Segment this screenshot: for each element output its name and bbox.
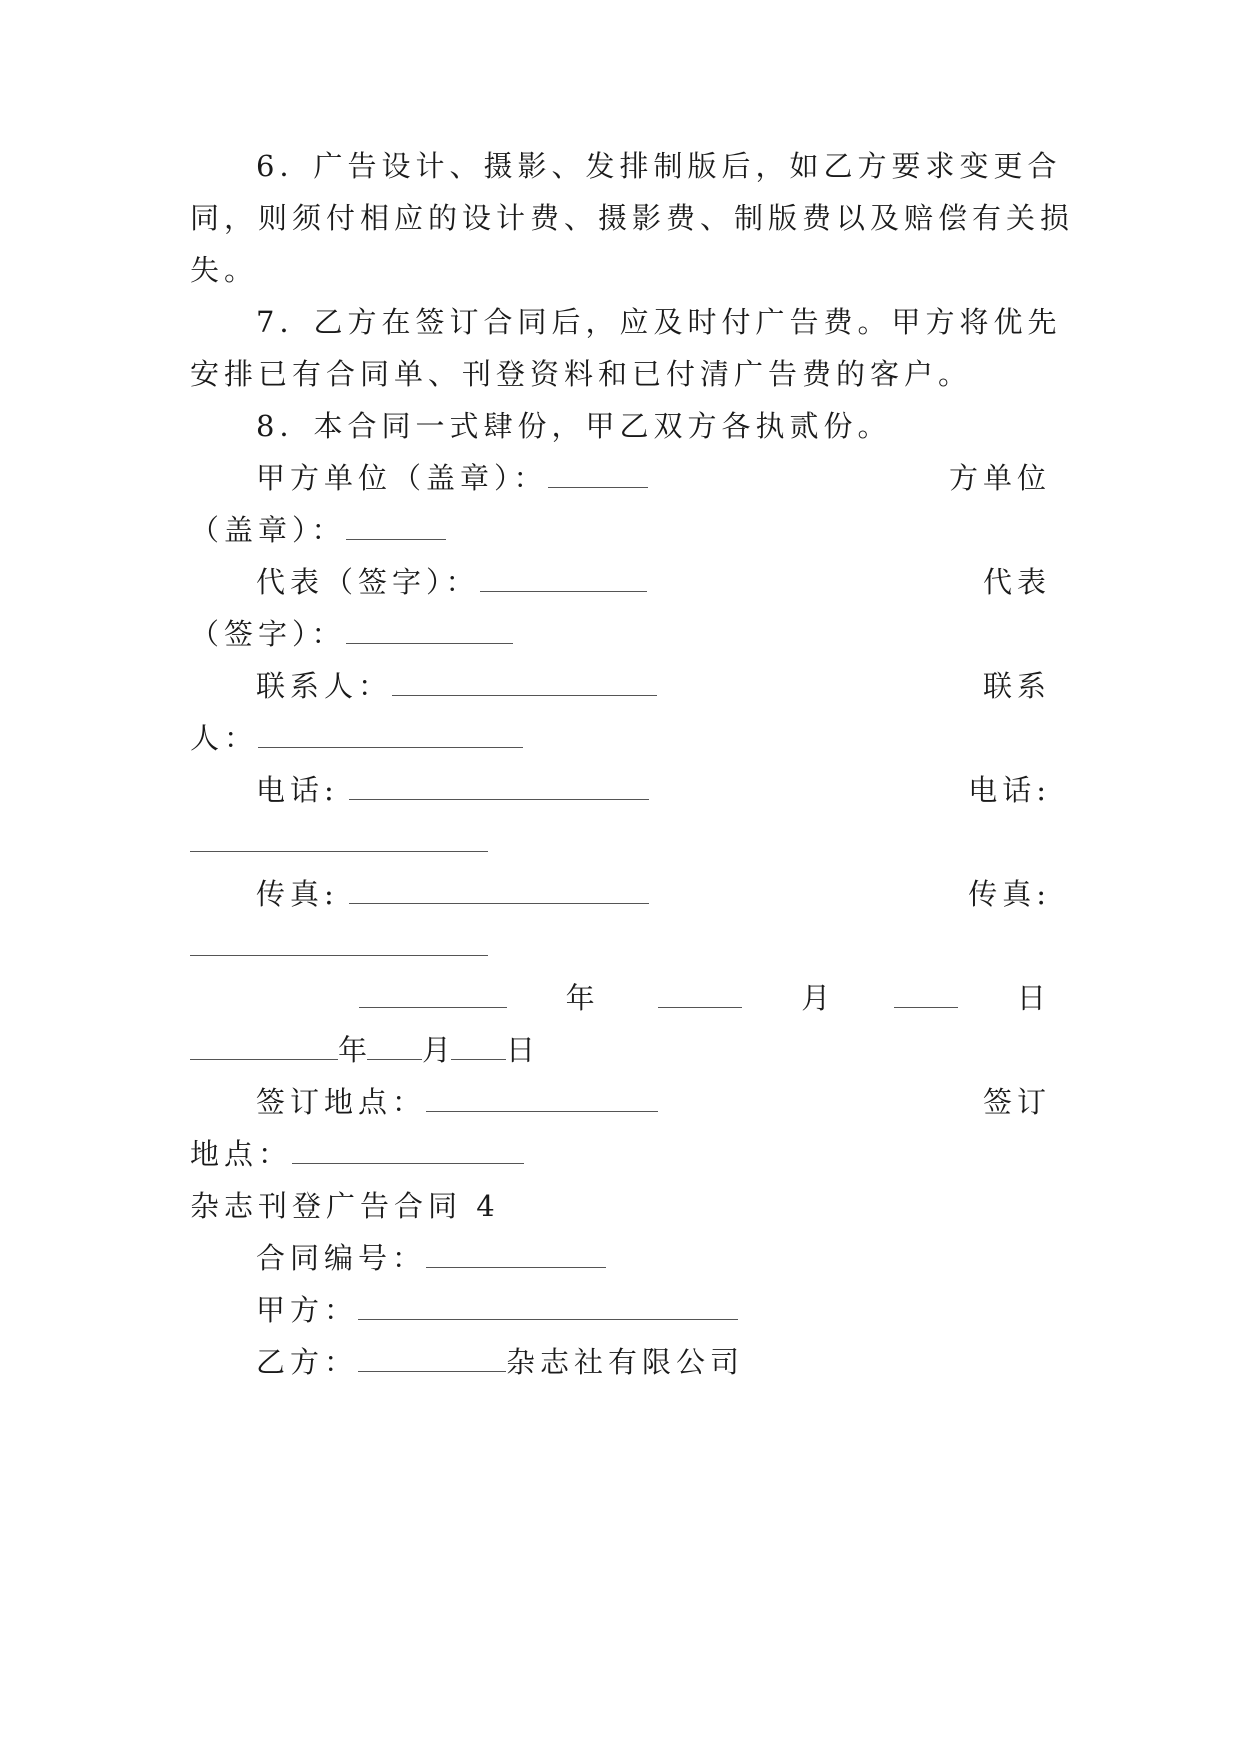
- clause-6-line-1: 6．广告设计、摄影、发排制版后，如乙方要求变更合: [256, 149, 1062, 183]
- year-b-label: 年: [338, 1033, 368, 1067]
- sign-wrap-blank: [346, 617, 513, 644]
- place-label: 签订地点：: [256, 1085, 427, 1119]
- phone-wrap-row: [190, 822, 488, 862]
- sign-wrap-label: （签字）：: [190, 617, 346, 651]
- seal-row: [190, 510, 446, 550]
- seal-blank: [346, 513, 446, 540]
- phone-label: 电话:: [256, 773, 339, 807]
- fax-wrap-blank: [190, 929, 488, 956]
- party-a-blank: [358, 1293, 738, 1320]
- day-b-blank: [451, 1033, 506, 1060]
- party-b-label: 乙方：: [256, 1345, 359, 1379]
- party-b-row: [256, 1342, 744, 1382]
- phone-row: [256, 770, 649, 810]
- contract-no-label: 合同编号：: [256, 1241, 427, 1275]
- fax-b-label: 传真:: [968, 877, 1051, 911]
- month-blank: [658, 981, 742, 1008]
- fax-wrap-row: [190, 926, 488, 966]
- party-a-unit-blank: [548, 461, 648, 488]
- contract-no-blank: [426, 1241, 606, 1268]
- contract-no-row: [256, 1238, 606, 1278]
- party-b-blank: [358, 1345, 506, 1372]
- fax-blank: [349, 877, 649, 904]
- clause-6-line-2: 同，则须付相应的设计费、摄影费、制版费以及赔偿有关损: [190, 201, 1075, 235]
- rep-b-label: 代表: [982, 565, 1051, 599]
- seal-label: （盖章）：: [190, 513, 346, 547]
- contact-row: [256, 666, 657, 706]
- year-label: 年: [565, 981, 600, 1015]
- contact-wrap-row: [190, 718, 523, 758]
- date-row-b: [190, 1030, 535, 1070]
- day-b-label: 日: [506, 1033, 536, 1067]
- clause-6-line-3: 失。: [190, 253, 259, 287]
- place-wrap-blank: [292, 1137, 524, 1164]
- fax-label: 传真:: [256, 877, 339, 911]
- contact-wrap-blank: [258, 721, 523, 748]
- rep-blank: [480, 565, 647, 592]
- rep-row: [256, 562, 647, 602]
- place-blank: [426, 1085, 658, 1112]
- party-a-label: 甲方：: [256, 1293, 359, 1327]
- contact-b-label: 联系: [982, 669, 1051, 703]
- place-wrap-label: 地点：: [190, 1137, 293, 1171]
- fax-row: [256, 874, 649, 914]
- phone-blank: [349, 773, 649, 800]
- rep-label: 代表（签字）：: [256, 565, 480, 599]
- day-blank: [894, 981, 958, 1008]
- year-blank: [359, 981, 507, 1008]
- party-a-unit-label: 甲方单位（盖章）：: [256, 461, 548, 495]
- month-b-label: 月: [422, 1033, 452, 1067]
- contact-wrap-label: 人：: [190, 721, 259, 755]
- month-b-blank: [367, 1033, 422, 1060]
- contact-blank: [392, 669, 657, 696]
- place-b-label: 签订: [982, 1085, 1051, 1119]
- clause-7-line-1: 7．乙方在签订合同后，应及时付广告费。甲方将优先: [256, 305, 1062, 339]
- place-wrap-row: [190, 1134, 524, 1174]
- clause-8: 8．本合同一式肆份，甲乙双方各执贰份。: [256, 409, 892, 443]
- phone-wrap-blank: [190, 825, 488, 852]
- sign-wrap-row: [190, 614, 513, 654]
- party-b-suffix: 杂志社有限公司: [506, 1345, 745, 1379]
- phone-b-label: 电话:: [968, 773, 1051, 807]
- place-row: [256, 1082, 658, 1122]
- clause-7-line-2: 安排已有合同单、刊登资料和已付清广告费的客户。: [190, 357, 973, 391]
- day-label: 日: [1016, 981, 1051, 1015]
- month-label: 月: [801, 981, 836, 1015]
- section-title: 杂志刊登广告合同 4: [190, 1189, 500, 1223]
- party-a-unit-row: [256, 458, 648, 498]
- year-b-blank: [190, 1033, 338, 1060]
- contact-label: 联系人：: [256, 669, 393, 703]
- party-b-unit-label: 方单位: [948, 461, 1051, 495]
- party-a-row: [256, 1290, 738, 1330]
- date-row-a: [190, 978, 1051, 1018]
